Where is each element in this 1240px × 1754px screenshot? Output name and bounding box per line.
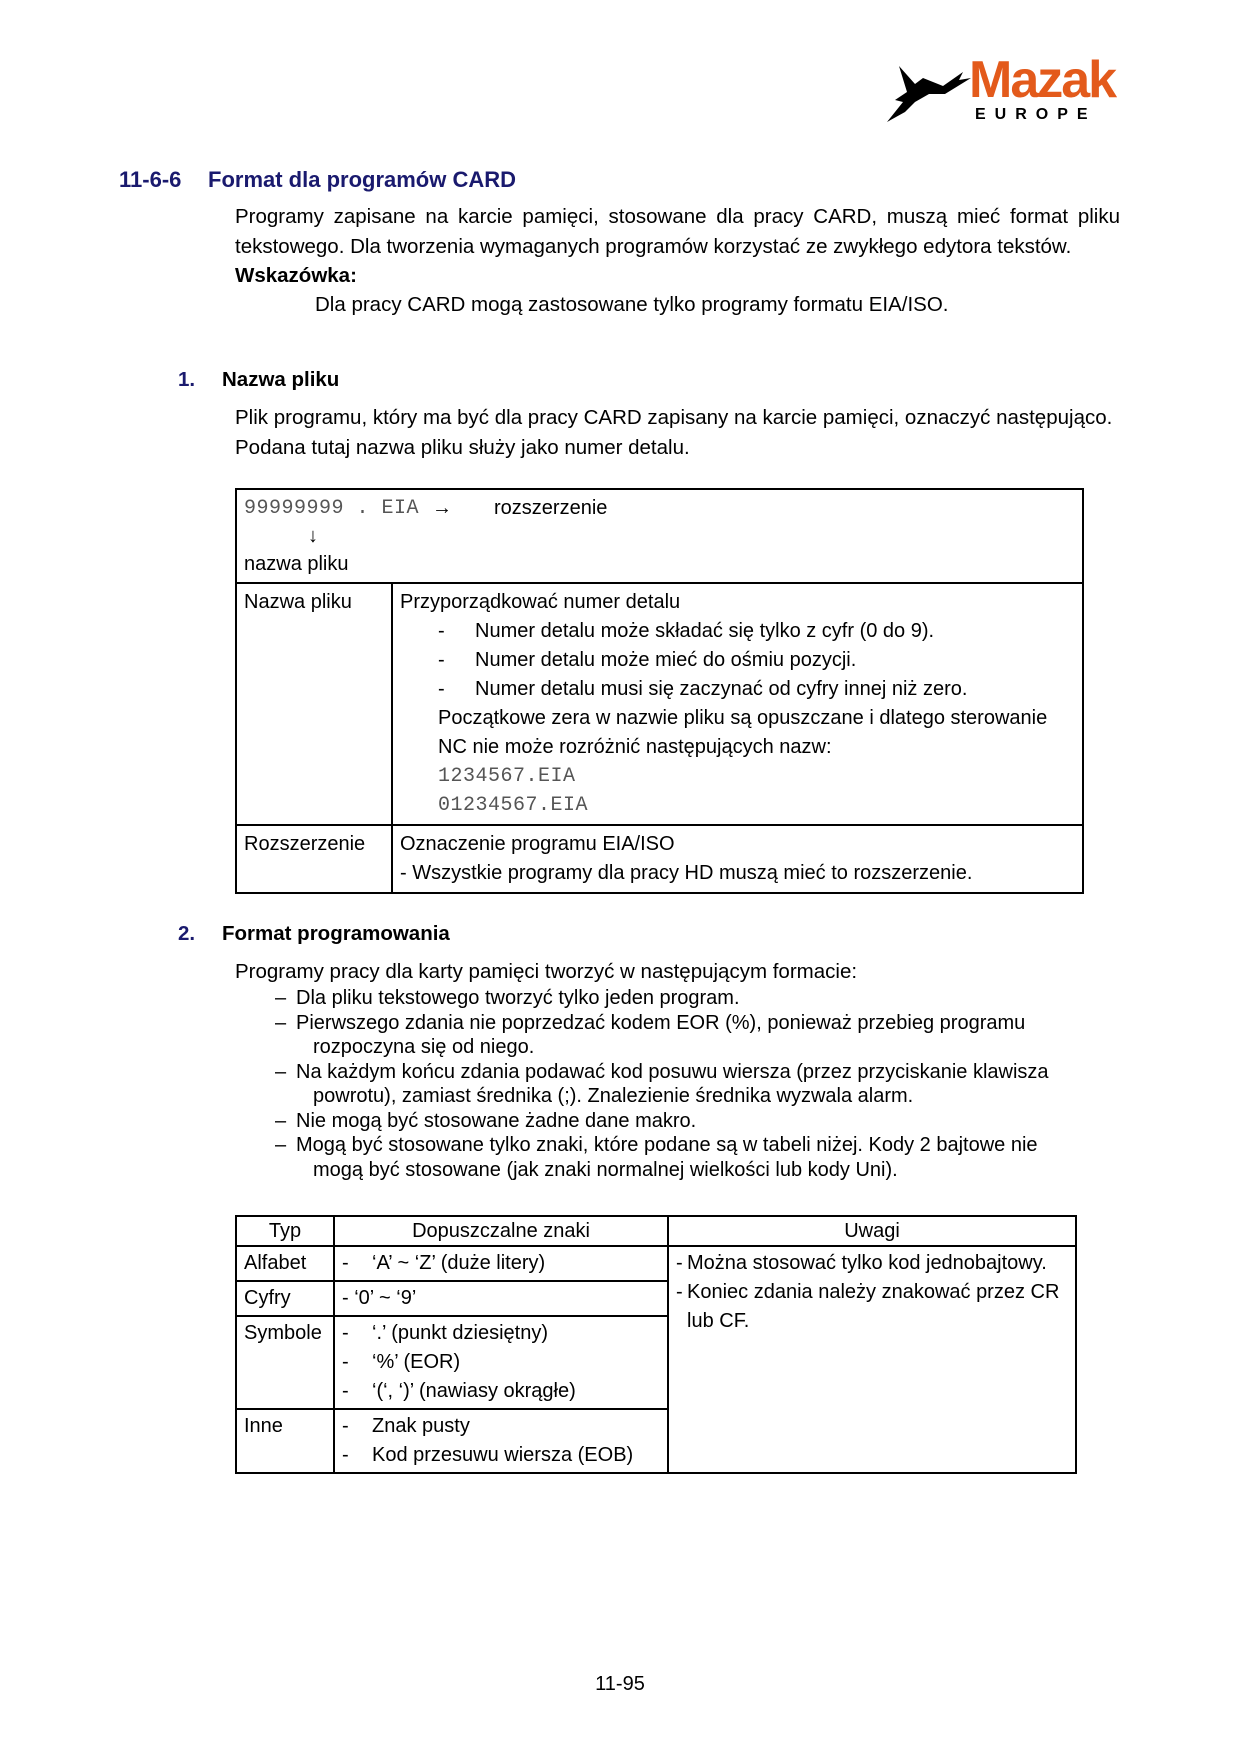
- table-row: [236, 1246, 1076, 1281]
- logo-region: EUROPE: [975, 106, 1097, 123]
- mazak-europe-logo: [885, 51, 1130, 126]
- list-item: – Pierwszego zdania nie poprzedzać kodem EOR (%), ponieważ przebieg programu rozpoczyna się od niego.: [275, 1011, 1026, 1058]
- notes-cell: [668, 1246, 1076, 1473]
- intro-paragraph: Programy zapisane na karcie pamięci, stosowane dla pracy CARD, muszą mieć format pliku tekstowego. Dla tworzenia wymaganych programów korzystać ze zwykłego edytora tekstów.: [235, 205, 1120, 258]
- allowed-characters-table: [235, 1215, 1077, 1474]
- row-extension-desc: [392, 825, 1083, 893]
- header-notes: Uwagi: [668, 1216, 1076, 1246]
- hint-label: Wskazówka:: [235, 264, 357, 287]
- type-cell: Alfabet: [236, 1246, 334, 1281]
- chars-cell: - ‘.’ (punkt dziesiętny) - ‘%’ (EOR) - ‘(‘, ‘)’ (nawiasy okrągłe): [334, 1316, 668, 1409]
- filename-diagram: [236, 489, 1083, 583]
- header-type: Typ: [236, 1216, 334, 1246]
- subsection-2-title: Format programowania: [222, 922, 450, 945]
- row-extension-note: - Wszystkie programy dla pracy HD muszą mieć to rozszerzenie.: [400, 862, 973, 884]
- subsection-2-text: Programy pracy dla karty pamięci tworzyć w następującym formacie:: [235, 960, 858, 983]
- list-item: - Numer detalu może składać się tylko z cyfr (0 do 9).: [438, 620, 935, 642]
- row-extension-title: Oznaczenie programu EIA/ISO: [400, 833, 675, 855]
- row-filename-title: Przyporządkować numer detalu: [400, 591, 681, 613]
- chars-cell: - ‘A’ ~ ‘Z’ (duże litery): [334, 1246, 668, 1281]
- type-cell: Symbole: [236, 1316, 334, 1409]
- diagram-filename: 99999999 . EIA: [244, 497, 420, 520]
- list-item: – Nie mogą być stosowane żadne dane makro.: [275, 1109, 697, 1132]
- arrow-right-icon: →: [432, 497, 452, 519]
- row-extension-label: Rozszerzenie: [236, 825, 392, 893]
- section-number: 11-6-6: [119, 167, 182, 192]
- page-number: 11-95: [595, 1673, 645, 1695]
- row-filename-desc: [392, 583, 1083, 825]
- list-item: - Numer detalu musi się zaczynać od cyfry innej niż zero.: [438, 678, 968, 700]
- type-cell: Inne: [236, 1409, 334, 1473]
- example-filename: 1234567.EIA: [438, 765, 576, 788]
- list-item: – Mogą być stosowane tylko znaki, które podane są w tabeli niżej. Kody 2 bajtowe nie mogą być stosowane (jak znaki normalnej wielkości lub kody Uni).: [275, 1134, 1038, 1181]
- section-title: Format dla programów CARD: [208, 167, 517, 192]
- arrow-down-icon: ↓: [308, 525, 318, 547]
- hint-text: Dla pracy CARD mogą zastosowane tylko programy formatu EIA/ISO.: [315, 293, 949, 316]
- row-filename-note: Początkowe zera w nazwie pliku są opuszczane i dlatego sterowanie NC nie może rozróżnić następujących nazw:: [438, 707, 1048, 758]
- type-cell: Cyfry: [236, 1281, 334, 1316]
- diagram-extension-label: rozszerzenie: [494, 497, 608, 519]
- note-item: - Można stosować tylko kod jednobajtowy.: [676, 1252, 1047, 1274]
- crane-bird-icon: [885, 56, 975, 126]
- chars-cell: - Znak pusty - Kod przesuwu wiersza (EOB): [334, 1409, 668, 1473]
- subsection-1-text: Plik programu, który ma być dla pracy CARD zapisany na karcie pamięci, oznaczyć następująco. Podana tutaj nazwa pliku służy jako numer detalu.: [235, 406, 1113, 459]
- filename-table: [235, 488, 1084, 894]
- list-item: – Na każdym końcu zdania podawać kod posuwu wiersza (przez przyciskanie klawisza powrotu), zamiast średnika (;). Znalezienie średnika wyzwala alarm.: [275, 1060, 1049, 1107]
- list-item: - Numer detalu może mieć do ośmiu pozycji.: [438, 649, 857, 671]
- subsection-2-number: 2.: [178, 922, 196, 945]
- logo-brand: Mazak: [969, 51, 1116, 109]
- subsection-1-number: 1.: [178, 368, 196, 391]
- example-filename: 01234567.EIA: [438, 794, 589, 817]
- format-rules-list: [275, 986, 1095, 1182]
- subsection-1-title: Nazwa pliku: [222, 368, 340, 391]
- chars-cell: - ‘0’ ~ ‘9’: [334, 1281, 668, 1316]
- diagram-name-label: nazwa pliku: [244, 553, 349, 575]
- row-filename-label: Nazwa pliku: [236, 583, 392, 825]
- note-item: - Koniec zdania należy znakować przez CR lub CF.: [676, 1281, 1060, 1332]
- header-chars: Dopuszczalne znaki: [334, 1216, 668, 1246]
- list-item: – Dla pliku tekstowego tworzyć tylko jeden program.: [275, 987, 740, 1009]
